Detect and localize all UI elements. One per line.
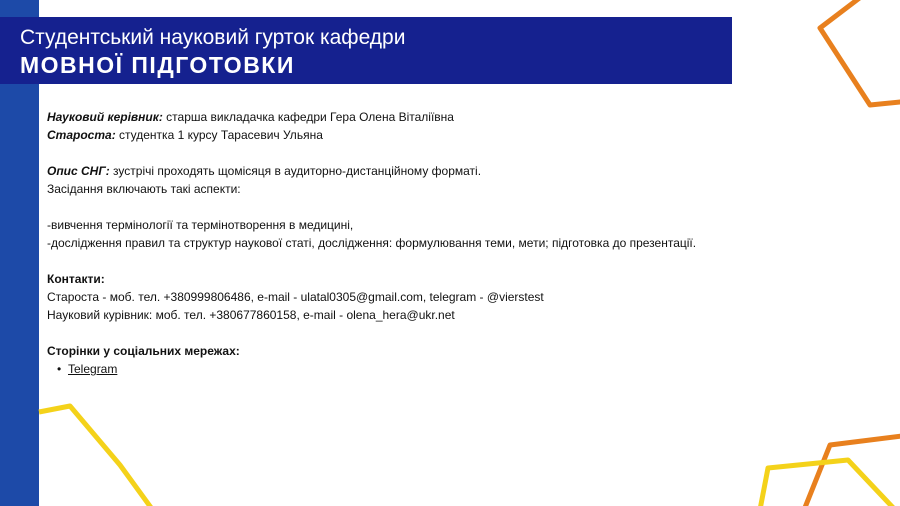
aspect-item: -вивчення термінології та термінотворення в медицині, <box>47 218 354 232</box>
description-label: Опис СНГ: <box>47 164 110 178</box>
social-links-list <box>47 360 867 378</box>
description-line <box>47 162 867 180</box>
top-right-orange-hexagon <box>820 0 900 105</box>
bottom-right-orange-hexagon <box>800 435 900 506</box>
spacer <box>47 198 867 216</box>
supervisor-line <box>47 108 867 126</box>
telegram-link[interactable]: Telegram <box>68 362 118 376</box>
aspect-item: -дослідження правил та структур наукової статі, дослідження: формулювання теми, мети; підготовка до презентації. <box>47 236 697 250</box>
main-content <box>47 108 867 378</box>
aspects-intro: Засідання включають такі аспекти: <box>47 182 241 196</box>
head-student-label: Староста: <box>47 128 116 142</box>
page-title-line2: МОВНОЇ ПІДГОТОВКИ <box>20 52 295 78</box>
social-link-item <box>57 360 867 378</box>
head-student-line <box>47 126 867 144</box>
social-heading: Сторінки у соціальних мережах: <box>47 344 240 358</box>
contacts-head-student: Староста - моб. тел. +380999806486, e-mail - ulatal0305@gmail.com, telegram - @vierstest <box>47 290 544 304</box>
supervisor-label: Науковий керівник: <box>47 110 163 124</box>
spacer <box>47 324 867 342</box>
title-banner <box>0 17 732 84</box>
bottom-right-yellow-hexagon <box>758 460 900 506</box>
spacer <box>47 252 867 270</box>
supervisor-value: старша викладачка кафедри Гера Олена Віталіївна <box>162 110 454 124</box>
bottom-left-yellow-hexagon <box>39 406 160 506</box>
page-title-line1: Студентський науковий гурток кафедри <box>20 26 406 49</box>
head-student-value: студентка 1 курсу Тарасевич Ульяна <box>115 128 323 142</box>
description-value: зустрічі проходять щомісяця в аудиторно-дистанційному форматі. <box>109 164 482 178</box>
contacts-heading: Контакти: <box>47 272 105 286</box>
contacts-supervisor: Науковий курівник: моб. тел. +380677860158, e-mail - olena_hera@ukr.net <box>47 308 455 322</box>
spacer <box>47 144 867 162</box>
bullet-dot-icon: • <box>57 362 62 376</box>
